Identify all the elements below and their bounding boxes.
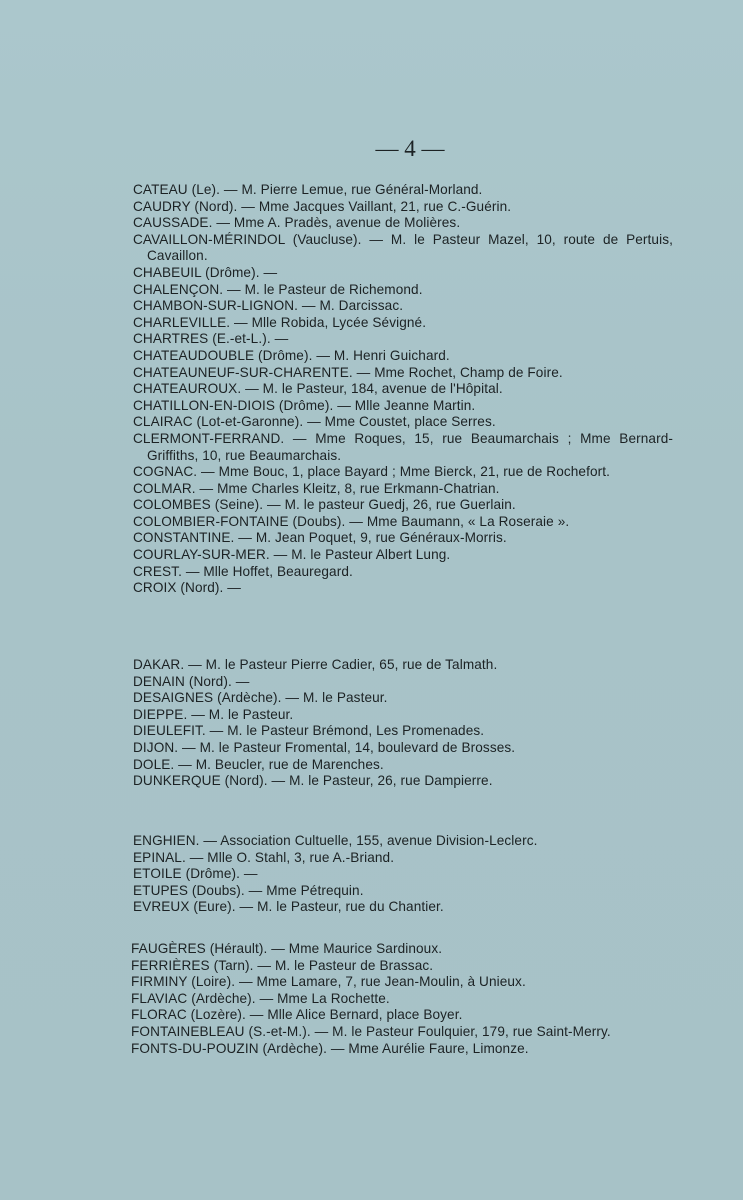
directory-entry: FONTS-DU-POUZIN (Ardèche). — Mme Aurélie Faure, Limonze. [131, 1040, 529, 1056]
directory-entry: DOLE. — M. Beucler, rue de Marenches. [133, 756, 384, 772]
directory-entry: CLERMONT-FERRAND. — Mme Roques, 15, rue Beaumarchais ; Mme Bernard-Griffiths, 10, rue Beaumarchais. [133, 430, 673, 463]
directory-entry: COLOMBES (Seine). — M. le pasteur Guedj, 26, rue Guerlain. [133, 497, 516, 513]
directory-entry: CHARLEVILLE. — Mlle Robida, Lycée Sévigné. [133, 314, 427, 330]
directory-entry: CLAIRAC (Lot-et-Garonne). — Mme Coustet, place Serres. [133, 414, 496, 430]
directory-entry: DESAIGNES (Ardèche). — M. le Pasteur. [133, 690, 388, 706]
directory-entry: CHATILLON-EN-DIOIS (Drôme). — Mlle Jeanne Martin. [133, 397, 476, 413]
directory-entry: FLAVIAC (Ardèche). — Mme La Rochette. [131, 990, 390, 1006]
directory-entry: CHATEAUNEUF-SUR-CHARENTE. — Mme Rochet, Champ de Foire. [133, 364, 563, 380]
directory-entry: EPINAL. — Mlle O. Stahl, 3, rue A.-Briand. [133, 849, 395, 865]
directory-entry: CAUSSADE. — Mme A. Pradès, avenue de Molières. [133, 215, 461, 231]
directory-entry: ENGHIEN. — Association Cultuelle, 155, avenue Division-Leclerc. [133, 833, 538, 848]
directory-entry: FLORAC (Lozère). — Mlle Alice Bernard, place Boyer. [131, 1007, 463, 1023]
directory-entry: CREST. — Mlle Hoffet, Beauregard. [133, 563, 353, 579]
directory-entry: FIRMINY (Loire). — Mme Lamare, 7, rue Jean-Moulin, à Unieux. [131, 974, 526, 990]
directory-entry: CHABEUIL (Drôme). — [133, 264, 278, 280]
directory-entry: CHATEAUDOUBLE (Drôme). — M. Henri Guichard. [133, 347, 450, 363]
directory-entry: EVREUX (Eure). — M. le Pasteur, rue du Chantier. [133, 899, 444, 915]
directory-entry: DIEULEFIT. — M. le Pasteur Brémond, Les Promenades. [133, 723, 485, 739]
section-d [133, 657, 673, 790]
directory-entry: DENAIN (Nord). — [133, 673, 250, 689]
directory-entry: CHALENÇON. — M. le Pasteur de Richemond. [133, 281, 423, 297]
directory-entry: DUNKERQUE (Nord). — M. le Pasteur, 26, rue Dampierre. [133, 773, 493, 789]
directory-entry: DIJON. — M. le Pasteur Fromental, 14, boulevard de Brosses. [133, 739, 516, 755]
section-e [133, 833, 673, 916]
directory-entry: DAKAR. — M. le Pasteur Pierre Cadier, 65, rue de Talmath. [133, 657, 498, 672]
directory-entry: ETOILE (Drôme). — [133, 866, 258, 882]
directory-entry: CONSTANTINE. — M. Jean Poquet, 9, rue Généraux-Morris. [133, 530, 507, 546]
directory-entry: CHAMBON-SUR-LIGNON. — M. Darcissac. [133, 298, 404, 314]
directory-entry: CROIX (Nord). — [133, 580, 241, 596]
directory-entry: CHATEAUROUX. — M. le Pasteur, 184, avenue de l'Hôpital. [133, 381, 503, 397]
directory-entry: CAUDRY (Nord). — Mme Jacques Vaillant, 21, rue C.-Guérin. [133, 198, 512, 214]
section-c [133, 182, 673, 597]
directory-entry: CHARTRES (E.-et-L.). — [133, 331, 289, 347]
directory-entry: COLOMBIER-FONTAINE (Doubs). — Mme Baumann, « La Roseraie ». [133, 513, 570, 529]
directory-entry: CAVAILLON-MÉRINDOL (Vaucluse). — M. le Pasteur Mazel, 10, route de Pertuis, Cavaillon. [133, 231, 673, 264]
directory-entry: COURLAY-SUR-MER. — M. le Pasteur Albert Lung. [133, 547, 451, 563]
directory-entry: FAUGÈRES (Hérault). — Mme Maurice Sardinoux. [131, 941, 443, 956]
directory-entry: COLMAR. — Mme Charles Kleitz, 8, rue Erkmann-Chatrian. [133, 480, 500, 496]
directory-entry: CATEAU (Le). — M. Pierre Lemue, rue Général-Morland. [133, 182, 483, 197]
directory-entry: FONTAINEBLEAU (S.-et-M.). — M. le Pasteur Foulquier, 179, rue Saint-Merry. [131, 1023, 611, 1039]
directory-entry: DIEPPE. — M. le Pasteur. [133, 706, 294, 722]
directory-entry: ETUPES (Doubs). — Mme Pétrequin. [133, 882, 364, 898]
section-f [131, 941, 671, 1057]
directory-entry: COGNAC. — Mme Bouc, 1, place Bayard ; Mme Bierck, 21, rue de Rochefort. [133, 464, 611, 480]
page-number: — 4 — [375, 136, 445, 161]
directory-entry: FERRIÈRES (Tarn). — M. le Pasteur de Brassac. [131, 957, 434, 973]
